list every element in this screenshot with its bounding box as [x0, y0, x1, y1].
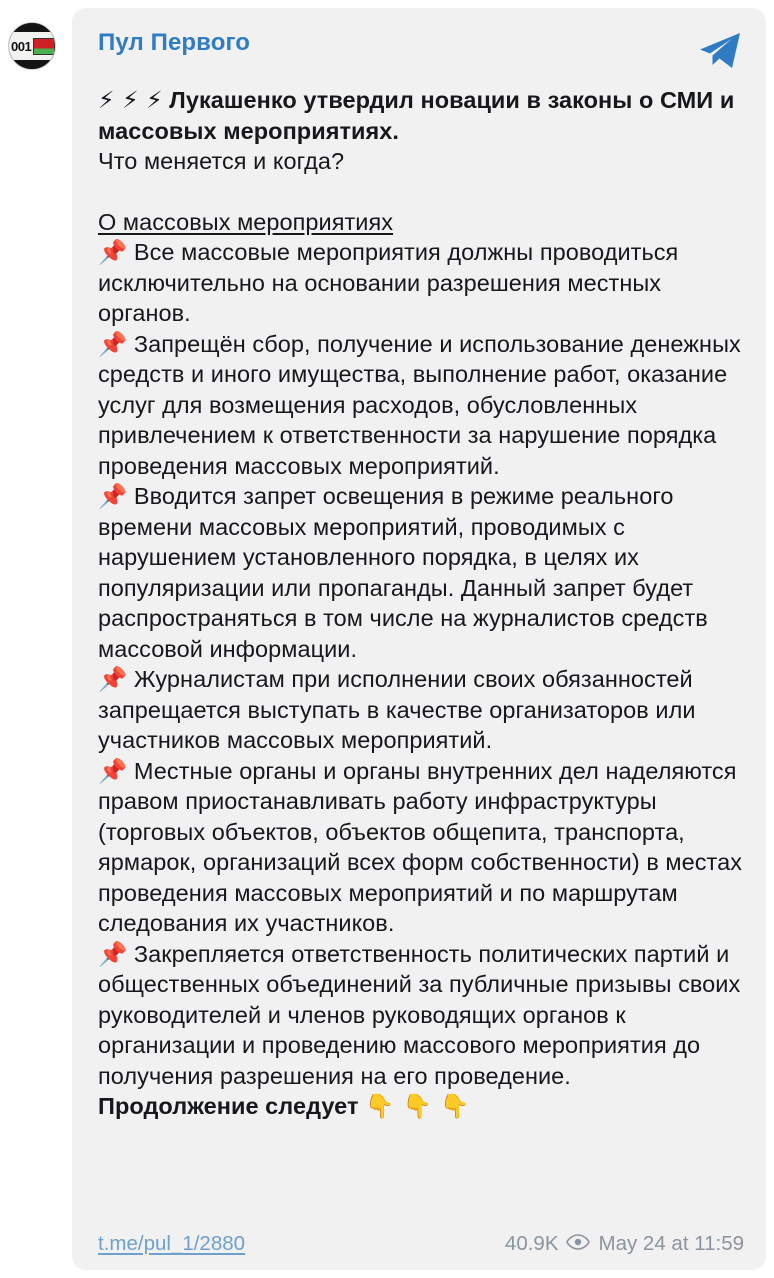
- list-item-text: Закрепляется ответственность политических партий и общественных объединений за публичные призывы своих руководителей и членов руководящих органов к организации и проведению массового мероприятия до получения разрешения на его проведение.: [98, 940, 741, 1089]
- section-title: О массовых мероприятиях: [98, 208, 394, 235]
- list-item: [98, 756, 744, 939]
- avatar-band-top: [9, 23, 55, 32]
- telegram-plane-icon[interactable]: [698, 32, 742, 75]
- pushpin-icon: 📌: [98, 939, 128, 968]
- pushpin-icon: 📌: [98, 238, 128, 266]
- avatar-license-plate: [9, 32, 55, 60]
- eye-icon: [566, 1232, 590, 1256]
- pushpin-icon: 📌: [98, 329, 128, 358]
- list-item: [98, 481, 744, 664]
- message-footer: [98, 1232, 744, 1256]
- list-item-text: Местные органы и органы внутренних дел наделяются правом приостанавливать работу инфраструктуры (торговых объектов, объектов общепита, транспорта, ярмарок, организаций всех форм собственности) в местах проведения массовых мероприятий и по маршрутам следования их участников.: [98, 757, 743, 936]
- headline-text: Лукашенко утвердил новации в законы о СМИ и массовых мероприятиях.: [98, 87, 735, 144]
- message-header: [98, 30, 744, 75]
- list-item-text: Запрещён сбор, получение и использование денежных средств и иного имущества, выполнение работ, оказание услуг для возмещения расходов, обусловленных привлечением к ответственности за нарушение порядка проведения массовых мероприятий.: [98, 330, 741, 479]
- pointing-down-emojis: 👇 👇 👇: [365, 1092, 470, 1120]
- message-bubble: [72, 8, 766, 1270]
- pushpin-icon: 📌: [98, 756, 128, 785]
- headline-line: [98, 85, 744, 146]
- avatar-band-bottom: [9, 60, 55, 69]
- list-item: [98, 664, 744, 756]
- closing-text: Продолжение следует: [98, 1093, 359, 1119]
- view-count-group: [505, 1232, 590, 1256]
- view-count: 40.9K: [504, 1232, 559, 1255]
- message-body: [98, 85, 744, 1122]
- avatar[interactable]: [8, 22, 56, 70]
- avatar-plate-number: 001: [11, 38, 32, 54]
- message-stats: [505, 1232, 744, 1256]
- belarus-flag-icon: [33, 38, 55, 55]
- list-item-text: Вводится запрет освещения в режиме реального времени массовых мероприятий, проводимых с нарушением установленного порядка, в целях их популяризации или пропаганды. Данный запрет будет распространяться в том числе на журналистов средств массовой информации.: [98, 483, 708, 662]
- subheadline-text: Что меняется и когда?: [98, 148, 345, 174]
- lightning-emojis: ⚡ ⚡ ⚡: [98, 86, 163, 114]
- channel-name[interactable]: Пул Первого: [98, 29, 250, 56]
- message-permalink[interactable]: t.me/pul_1/2880: [98, 1232, 246, 1255]
- list-item-text: Журналистам при исполнении своих обязанностей запрещается выступать в качестве организаторов или участников массовых мероприятий.: [98, 666, 696, 753]
- message-timestamp: May 24 at 11:59: [598, 1232, 744, 1255]
- pushpin-icon: 📌: [98, 482, 128, 510]
- list-item-text: Все массовые мероприятия должны проводиться исключительно на основании разрешения местных органов.: [98, 239, 679, 326]
- paragraph-spacer: [98, 177, 744, 207]
- closing-line: [98, 1091, 744, 1122]
- pushpin-icon: 📌: [98, 665, 128, 693]
- list-item: [98, 329, 744, 482]
- list-item: [98, 237, 744, 329]
- list-item: [98, 939, 744, 1092]
